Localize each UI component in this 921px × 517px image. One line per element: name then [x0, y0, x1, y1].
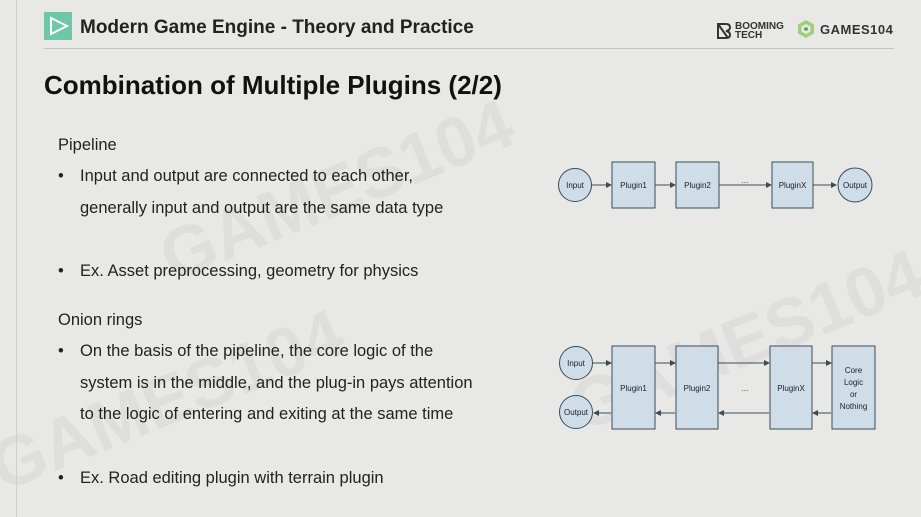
pipeline-bullet-1-text: Input and output are connected to each other, generally input and output are the same data type	[80, 167, 444, 217]
pipeline-bullet-2-text: Ex. Asset preprocessing, geometry for physics	[80, 262, 419, 280]
onion-bullet-2	[58, 463, 478, 495]
bullet-dot: •	[58, 262, 64, 280]
games104-text: GAMES104	[820, 21, 894, 37]
onion-core-label-2: Logic	[843, 378, 864, 387]
course-title: Modern Game Engine - Theory and Practice	[80, 17, 474, 38]
onion-bullet-1	[58, 336, 478, 464]
pipeline-bullet-1	[58, 161, 478, 257]
onion-core-node	[832, 346, 875, 429]
booming-tech-line1: BOOMING	[735, 21, 784, 32]
onion-bullet-1-text: On the basis of the pipeline, the core logic of the system is in the middle, and the plug-in pays attention to the logic of entering and exiting at the same time	[80, 342, 473, 423]
onion-output-label: Output	[563, 408, 589, 417]
pipeline-diagram	[550, 150, 890, 220]
pipeline-plugin2-label: Plugin2	[684, 181, 711, 190]
booming-tech-line2: TECH	[735, 30, 763, 41]
booming-tech-logo-icon	[716, 22, 732, 40]
onion-plugin1-label: Plugin1	[620, 384, 647, 393]
pipeline-bullet-2	[58, 256, 478, 288]
slide-title: Combination of Multiple Plugins (2/2)	[44, 70, 502, 100]
bullet-dot: •	[58, 342, 64, 360]
bullet-dot: •	[58, 469, 64, 487]
pipeline-pluginx-label: PluginX	[778, 181, 807, 190]
games104-logo	[796, 19, 893, 39]
pipeline-heading: Pipeline	[58, 136, 117, 154]
onion-ellipsis: ...	[741, 384, 749, 393]
pipeline-output-label: Output	[842, 181, 868, 190]
pipeline-plugin1-label: Plugin1	[620, 181, 647, 190]
onion-plugin2-label: Plugin2	[683, 384, 711, 393]
onion-input-label: Input	[567, 359, 585, 368]
onion-heading: Onion rings	[58, 311, 143, 329]
slide-left-rule	[16, 0, 17, 517]
onion-bullet-2-text: Ex. Road editing plugin with terrain plugin	[80, 469, 384, 487]
bullet-dot: •	[58, 167, 64, 185]
pipeline-input-label: Input	[566, 181, 584, 190]
games104-logo-icon	[796, 19, 816, 39]
course-logo-icon	[44, 12, 72, 40]
pipeline-ellipsis: ...	[741, 176, 749, 185]
header-divider	[44, 48, 894, 49]
onion-core-label-3: or	[849, 390, 858, 399]
onion-pluginx-label: PluginX	[777, 384, 805, 393]
onion-diagram	[550, 335, 890, 435]
onion-core-label-4: Nothing	[839, 402, 868, 411]
booming-tech-logo	[716, 20, 784, 42]
onion-core-label-1: Core	[844, 366, 863, 375]
